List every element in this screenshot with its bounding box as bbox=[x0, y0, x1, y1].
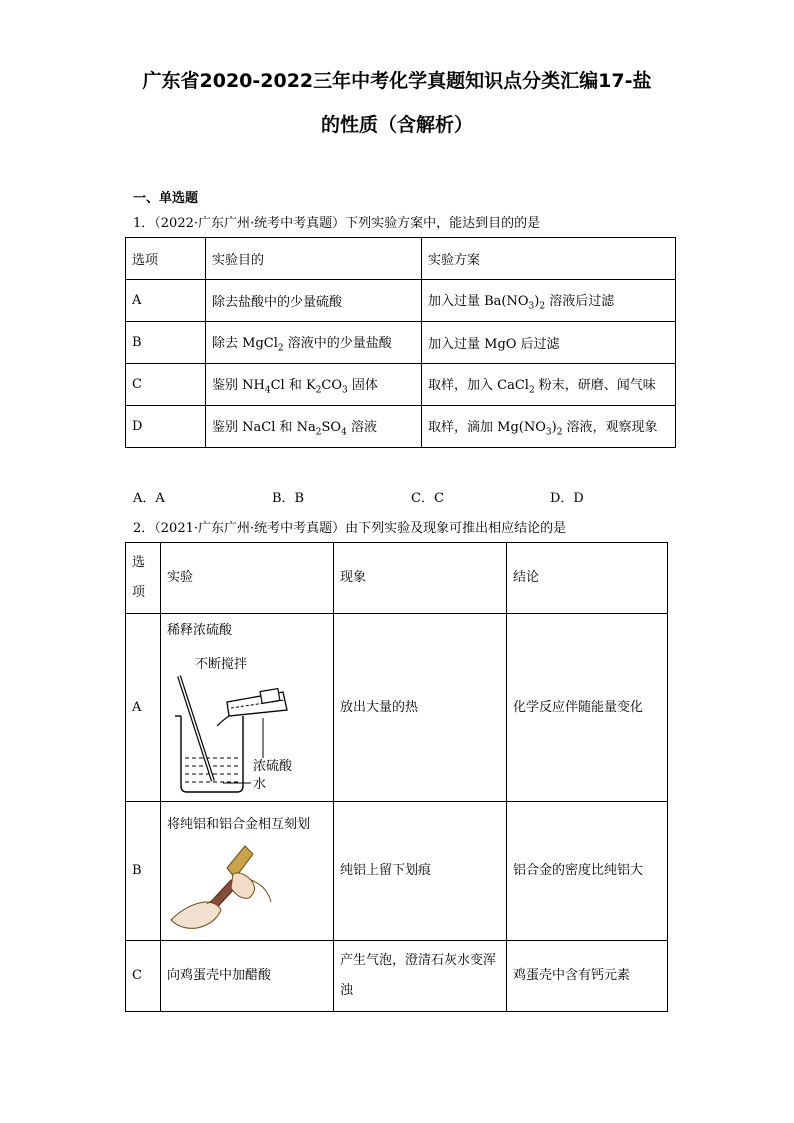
beaker-diagram-icon bbox=[167, 646, 327, 796]
header-experiment: 实验 bbox=[161, 543, 334, 614]
table-row bbox=[126, 364, 676, 406]
header-option: 选项 bbox=[126, 238, 206, 280]
row-plan: 加入过量 MgO 后过滤 bbox=[422, 322, 676, 364]
header-option: 选项 bbox=[126, 543, 161, 614]
row-option: C bbox=[126, 941, 161, 1012]
row-conclusion: 化学反应伴随能量变化 bbox=[507, 614, 668, 802]
row-conclusion: 鸡蛋壳中含有钙元素 bbox=[507, 941, 668, 1012]
question-2-table bbox=[125, 542, 668, 1012]
row-option: B bbox=[126, 322, 206, 364]
table-header-row bbox=[126, 238, 676, 280]
question-1-table bbox=[125, 237, 676, 448]
row-goal: 鉴别 $NH_4Cl$ 和 $K_2CO_3$ 固体 bbox=[206, 364, 422, 406]
scratch-figure bbox=[167, 840, 327, 940]
row-experiment bbox=[161, 802, 334, 941]
table-row bbox=[126, 614, 668, 802]
row-option: C bbox=[126, 364, 206, 406]
row-goal: 除去 MgCl$_2$ 溶液中的少量盐酸 bbox=[206, 322, 422, 364]
table-row bbox=[126, 406, 676, 448]
choice-b[interactable]: B．B bbox=[272, 491, 305, 506]
table-header-row bbox=[126, 543, 668, 614]
row-option: A bbox=[126, 280, 206, 322]
row-option: D bbox=[126, 406, 206, 448]
row-option: A bbox=[126, 614, 161, 802]
row-phenomenon: 放出大量的热 bbox=[334, 614, 507, 802]
row-plan: 取样，滴加 $Mg(NO_3)_2$ 溶液，观察现象 bbox=[422, 406, 676, 448]
document-title-line-1: 广东省2020-2022三年中考化学真题知识点分类汇编17-盐 bbox=[142, 70, 652, 92]
row-goal: 除去盐酸中的少量硫酸 bbox=[206, 280, 422, 322]
question-1-stem: 1．（2022·广东广州·统考中考真题）下列实验方案中，能达到目的的是 bbox=[133, 216, 541, 231]
document-title-line-2: 的性质（含解析） bbox=[320, 114, 473, 136]
row-conclusion: 铝合金的密度比纯铝大 bbox=[507, 802, 668, 941]
header-goal: 实验目的 bbox=[206, 238, 422, 280]
row-option: B bbox=[126, 802, 161, 941]
question-2-stem: 2．（2021·广东广州·统考中考真题）由下列实验及现象可推出相应结论的是 bbox=[133, 521, 567, 536]
row-experiment bbox=[161, 614, 334, 802]
header-plan: 实验方案 bbox=[422, 238, 676, 280]
row-plan: 取样，加入 CaCl$_2$ 粉末，研磨、闻气味 bbox=[422, 364, 676, 406]
experiment-text: 将纯铝和铝合金相互刻划 bbox=[167, 817, 311, 832]
dilution-figure bbox=[167, 646, 327, 801]
table-row bbox=[126, 280, 676, 322]
hands-scratching-icon bbox=[167, 840, 277, 935]
row-goal: 鉴别 NaCl 和 $Na_2SO_4$ 溶液 bbox=[206, 406, 422, 448]
fig-label-water: 水 bbox=[253, 777, 267, 792]
row-phenomenon: 产生气泡，澄清石灰水变浑浊 bbox=[334, 941, 507, 1012]
table-row bbox=[126, 802, 668, 941]
fig-label-acid: 浓硫酸 bbox=[253, 759, 293, 774]
experiment-text: 稀释浓硫酸 bbox=[167, 623, 233, 638]
row-experiment: 向鸡蛋壳中加醋酸 bbox=[161, 941, 334, 1012]
choice-d[interactable]: D．D bbox=[550, 491, 584, 506]
row-phenomenon: 纯铝上留下划痕 bbox=[334, 802, 507, 941]
fig-label-stir: 不断搅拌 bbox=[195, 657, 248, 672]
section-heading: 一、单选题 bbox=[133, 191, 199, 206]
table-row bbox=[126, 941, 668, 1012]
header-conclusion: 结论 bbox=[507, 543, 668, 614]
choice-a[interactable]: A．A bbox=[133, 491, 165, 506]
row-plan: 加入过量 $Ba(NO_3)_2$ 溶液后过滤 bbox=[422, 280, 676, 322]
choice-c[interactable]: C．C bbox=[411, 491, 444, 506]
table-row bbox=[126, 322, 676, 364]
header-phenomenon: 现象 bbox=[334, 543, 507, 614]
